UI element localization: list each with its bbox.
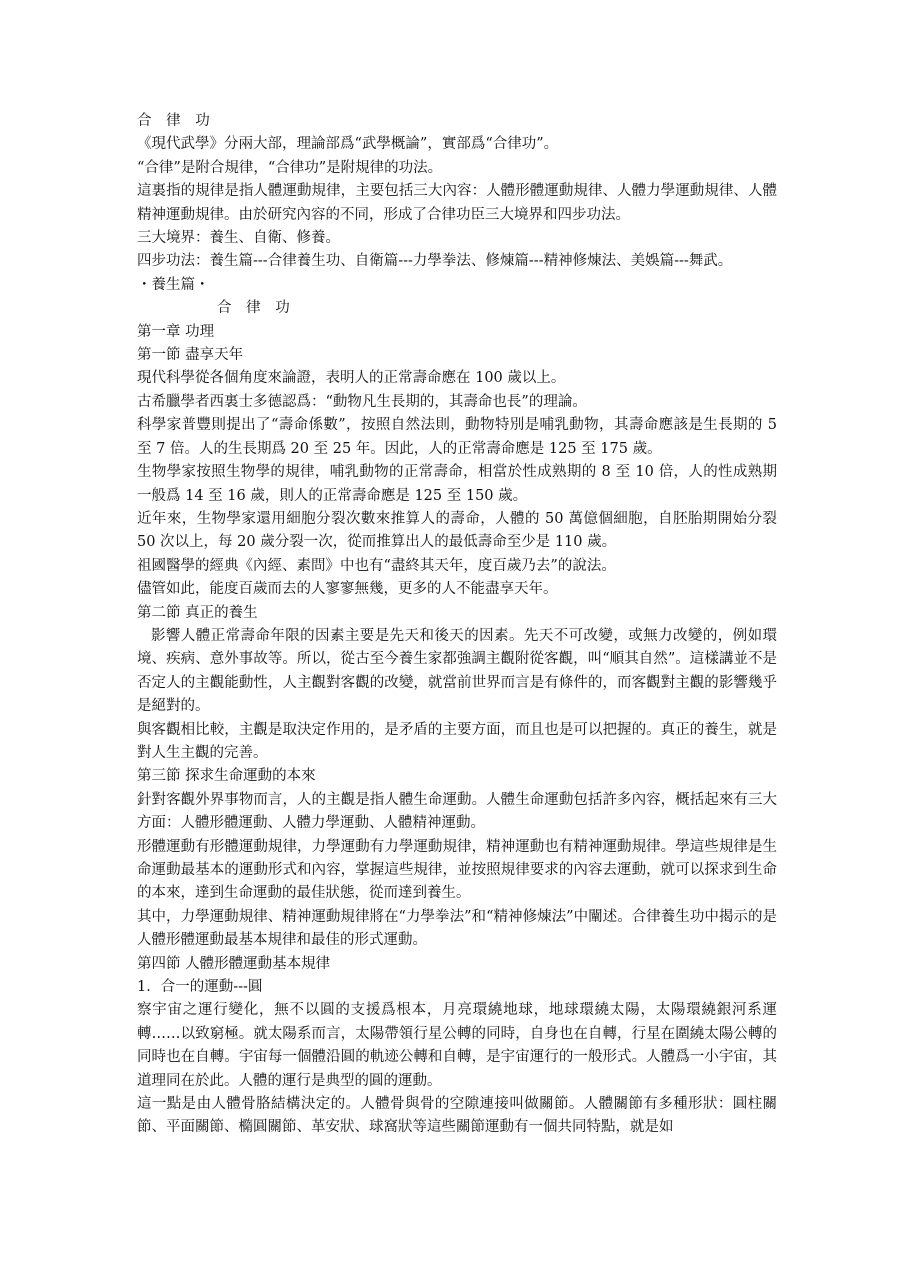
- doc-title: 合 律 功: [137, 113, 215, 129]
- paragraph: 科學家普豐則提出了“壽命係數”，按照自然法則，動物特別是哺乳動物，其壽命應該是生長期的 5 至 7 倍。人的生長期爲 20 至 25 年。因此，人的正常壽命應是 125 至 175 歲。: [137, 417, 777, 457]
- paragraph: 與客觀相比較，主觀是取決定作用的，是矛盾的主要方面，而且也是可以把握的。真正的養生，就是對人生主觀的完善。: [137, 721, 777, 761]
- chapter-heading: 第一章 功理: [137, 323, 215, 340]
- paragraph: 《現代武學》分兩大部，理論部爲“武學概論”，實部爲“合律功”。: [137, 136, 559, 153]
- paragraph: 察宇宙之運行變化，無不以圓的支援爲根本，月亮環繞地球，地球環繞太陽，太陽環繞銀河系運轉……以致窮極。就太陽系而言，太陽帶領行星公轉的同時，自身也在自轉，行星在圍繞太陽公轉的同時也在自轉。宇宙每一個體沿圓的軌迹公轉和自轉，是宇宙運行的一般形式。人體爲一小宇宙，其道理同在於此。人體的運行是典型的圓的運動。: [137, 1002, 777, 1089]
- paragraph: 四步功法：養生篇---合律養生功、自衛篇---力學拳法、修煉篇---精神修煉法、美娛篇---舞武。: [137, 253, 733, 270]
- paragraph: 這裏指的規律是指人體運動規律，主要包括三大內容：人體形體運動規律、人體力學運動規律、人體精神運動規律。由於研究內容的不同，形成了合律功臣三大境界和四步功法。: [137, 183, 777, 223]
- paragraph: 影響人體正常壽命年限的因素主要是先天和後天的因素。先天不可改變，或無力改變的，例如環境、疾病、意外事故等。所以，從古至今養生家都強調主觀附從客觀，叫“順其自然”。這樣講並不是否定人的主觀能動性，人主觀對客觀的改變，就當前世界而言是有條件的，而客觀對主觀的影響幾乎是絕對的。: [137, 627, 777, 715]
- paragraph: 現代科學從各個角度來論證，表明人的正常壽命應在 100 歲以上。: [137, 370, 566, 387]
- paragraph: 其中，力學運動規律、精神運動規律將在“力學拳法”和“精神修煉法”中闡述。合律養生功中揭示的是人體形體運動最基本規律和最佳的形式運動。: [137, 908, 777, 949]
- paragraph: 近年來，生物學家還用細胞分裂次數來推算人的壽命，人體的 50 萬億個細胞，自胚胎期開始分裂 50 次以上，每 20 歲分裂一次，從而推算出人的最低壽命至少是 110 歲。: [137, 510, 777, 551]
- section-heading: 第一節 盡享天年: [137, 347, 244, 364]
- section-heading: 第三節 探求生命運動的本來: [137, 768, 316, 785]
- paragraph: 生物學家按照生物學的規律，哺乳動物的正常壽命，相當於性成熟期的 8 至 10 倍，人的性成熟期一般爲 14 至 16 歲，則人的正常壽命應是 125 至 150 歲。: [137, 464, 777, 504]
- section-heading: 第二節 真正的養生: [137, 604, 258, 621]
- section-title: 合 律 功: [217, 300, 295, 317]
- paragraph: 儘管如此，能度百歲而去的人寥寥無幾，更多的人不能盡享天年。: [137, 581, 558, 598]
- paragraph: 這一點是由人體骨胳結構決定的。人體骨與骨的空隙連接叫做關節。人體關節有多種形狀：圓柱關節、平面關節、橢圓關節、革安狀、球窩狀等這些關節運動有一個共同特點，就是如: [137, 1096, 777, 1136]
- paragraph: 三大境界：養生、自衛、修養。: [137, 230, 340, 247]
- paragraph: 祖國醫學的經典《內經、素問》中也有“盡終其天年，度百歲乃去”的說法。: [137, 557, 616, 574]
- paragraph: “合律”是附合規律，“合律功”是附規律的功法。: [137, 159, 443, 176]
- section-label: ・養生篇・: [137, 276, 210, 293]
- subsection-heading: 1．合一的運動---圓: [137, 979, 263, 996]
- paragraph: 古希臘學者西裏士多德認爲：“動物凡生長期的，其壽命也長”的理論。: [137, 393, 587, 410]
- section-heading: 第四節 人體形體運動基本規律: [137, 955, 331, 972]
- paragraph: 形體運動有形體運動規律，力學運動有力學運動規律，精神運動也有精神運動規律。學這些規律是生命運動最基本的運動形式和內容，掌握這些規律，並按照規律要求的內容去運動，就可以探求到生命的本來，達到生命運動的最佳狀態，從而達到養生。: [137, 838, 777, 902]
- document-page: [137, 110, 777, 1140]
- paragraph: 針對客觀外界事物而言，人的主觀是指人體生命運動。人體生命運動包括許多內容，概括起來有三大方面：人體形體運動、人體力學運動、人體精神運動。: [137, 791, 777, 832]
